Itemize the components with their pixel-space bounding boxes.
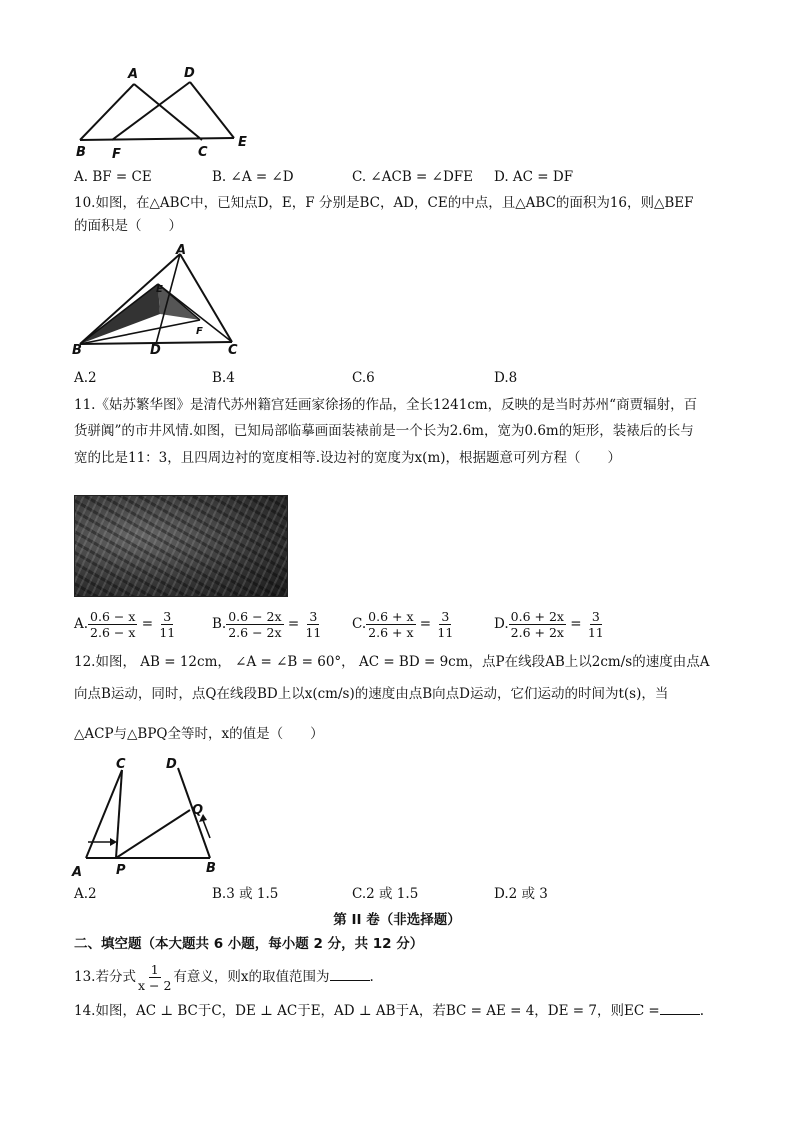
fig12-label-b: B bbox=[206, 861, 216, 876]
q10-option-c: C.6 bbox=[352, 370, 375, 386]
q12-option-c: C.2 或 1.5 bbox=[352, 886, 419, 902]
q12-text-line1: 12.如图， AB = 12cm， ∠A = ∠B = 60°， AC = BD = 9cm，点P在线段AB上以2cm/s的速度由点A bbox=[74, 654, 710, 670]
figure-q9 bbox=[72, 64, 262, 160]
fig12-label-q: Q bbox=[192, 803, 204, 818]
q10-text-line2: 的面积是（ ） bbox=[74, 218, 182, 234]
section-title: 第 II 卷（非选择题） bbox=[333, 912, 461, 928]
fig12-label-a: A bbox=[72, 865, 83, 880]
fig10-label-f: F bbox=[196, 326, 203, 337]
q11-option-a: A. $\frac{0.6 - x}{2.6 - x}$ = $\frac{3}{11}$ bbox=[74, 609, 176, 640]
fig9-label-e: E bbox=[238, 135, 247, 150]
fig12-label-p: P bbox=[116, 863, 126, 878]
fig12-label-d: D bbox=[166, 757, 177, 772]
q14-text: 14.如图，AC ⊥ BC于C，DE ⊥ AC于E，AD ⊥ AB于A，若BC = AE = 4，DE = 7，则EC = . bbox=[74, 1000, 704, 1021]
fig9-label-b: B bbox=[76, 145, 86, 160]
q9-option-a: A. BF = CE bbox=[74, 169, 152, 185]
q11-option-b: B. $\frac{0.6 - 2x}{2.6 - 2x}$ = $\frac{3}{11}$ bbox=[212, 609, 322, 640]
q9-option-d: D. AC = DF bbox=[494, 169, 574, 185]
q14-answer-blank[interactable] bbox=[660, 1000, 700, 1015]
q9-option-b: B. ∠A = ∠D bbox=[212, 169, 294, 185]
q11-text-line1: 11.《姑苏繁华图》是清代苏州籍宫廷画家徐扬的作品，全长1241cm，反映的是当时苏州“商贾辐射，百 bbox=[74, 397, 698, 413]
fig9-label-d: D bbox=[184, 66, 195, 81]
q10-option-b: B.4 bbox=[212, 370, 235, 386]
q9-option-c: C. ∠ACB = ∠DFE bbox=[352, 169, 473, 185]
q12-option-d: D.2 或 3 bbox=[494, 886, 548, 902]
fig10-label-d: D bbox=[150, 343, 161, 356]
q11-text-line3: 宽的比是11：3，且四周边衬的宽度相等.设边衬的宽度为x(m)，根据题意可列方程（ ） bbox=[74, 450, 622, 466]
q10-text-line1: 10.如图，在△ABC中，已知点D，E，F 分别是BC，AD，CE的中点，且△ABC的面积为16，则△BEF bbox=[74, 195, 694, 211]
q11-option-c: C. $\frac{0.6 + x}{2.6 + x}$ = $\frac{3}{11}$ bbox=[352, 609, 454, 640]
figure-q10 bbox=[70, 244, 250, 356]
q12-option-a: A.2 bbox=[74, 886, 97, 902]
q10-option-a: A.2 bbox=[74, 370, 97, 386]
section-part2-heading: 二、填空题（本大题共 6 小题，每小题 2 分，共 12 分） bbox=[74, 936, 424, 952]
q13-answer-blank[interactable] bbox=[330, 966, 370, 981]
painting-image bbox=[74, 495, 288, 597]
fig10-label-b: B bbox=[72, 343, 82, 356]
fig10-label-c: C bbox=[228, 343, 238, 356]
fig10-label-a: A bbox=[176, 244, 187, 258]
fig12-label-c: C bbox=[116, 757, 126, 772]
q12-option-b: B.3 或 1.5 bbox=[212, 886, 279, 902]
q13-text: 13.若分式 $\frac{1}{x - 2}$ 有意义，则x的取值范围为 . bbox=[74, 962, 374, 993]
fig9-label-f: F bbox=[112, 147, 121, 160]
q11-text-line2: 货骈阗”的市井风情.如图，已知局部临摹画面装裱前是一个长为2.6m，宽为0.6m的矩形，装裱后的长与 bbox=[74, 423, 694, 439]
q12-text-line3: △ACP与△BPQ全等时，x的值是（ ） bbox=[74, 726, 324, 742]
figure-q12 bbox=[70, 756, 230, 880]
q10-option-d: D.8 bbox=[494, 370, 518, 386]
fig9-label-a: A bbox=[128, 67, 139, 82]
q11-option-d: D. $\frac{0.6 + 2x}{2.6 + 2x}$ = $\frac{3}{11}$ bbox=[494, 609, 604, 640]
fig9-label-c: C bbox=[198, 145, 208, 160]
q12-text-line2: 向点B运动，同时，点Q在线段BD上以x(cm/s)的速度由点B向点D运动，它们运动的时间为t(s)，当 bbox=[74, 686, 669, 702]
fig10-label-e: E bbox=[156, 284, 163, 295]
